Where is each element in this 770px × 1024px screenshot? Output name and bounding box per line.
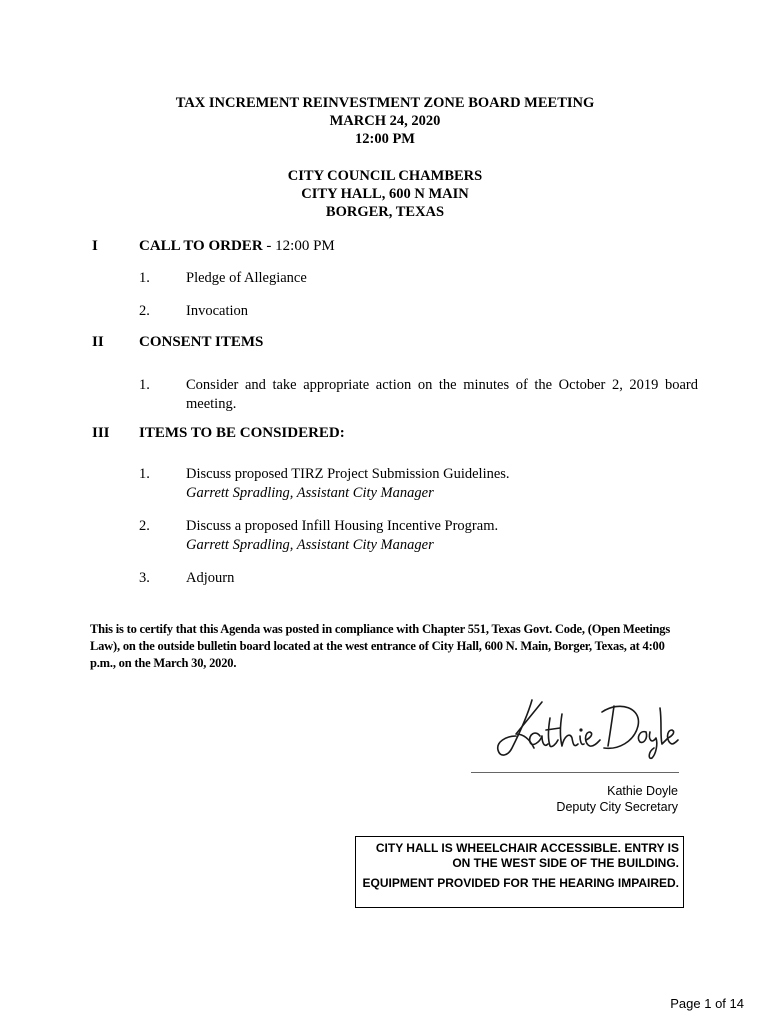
item-number: 1. (139, 466, 150, 482)
handwritten-signature (490, 692, 680, 762)
agenda-item-presenter: Garrett Spradling, Assistant City Manager (186, 537, 434, 553)
location-room: CITY COUNCIL CHAMBERS (287, 168, 483, 184)
location-address: CITY HALL, 600 N MAIN (301, 186, 469, 202)
item-number: 1. (139, 270, 150, 286)
item-number: 1. (139, 377, 150, 393)
section-title: CONSENT ITEMS (139, 334, 264, 350)
meeting-location (0, 167, 770, 221)
posting-certification: This is to certify that this Agenda was posted in compliance with Chapter 551, Texas Govt. Code, (Open Meetings Law), on the outside bulletin board located at the west entrance of City Hall, 600 N. Main, Borger, Texas, at 4:00 p.m., on the March 30, 2020. (90, 622, 671, 670)
item-number: 2. (139, 518, 150, 534)
agenda-item: Consider and take appropriate action on the minutes of the October 2, 2019 board meeting. (186, 377, 698, 412)
agenda-item: Pledge of Allegiance (186, 270, 307, 286)
agenda-item-text: Discuss a proposed Infill Housing Incentive Program. (186, 518, 499, 534)
section-title (139, 238, 335, 255)
meeting-time: 12:00 PM (355, 131, 415, 147)
meeting-header (0, 94, 770, 148)
section-time: - 12:00 PM (262, 238, 335, 254)
item-number: 3. (139, 570, 150, 586)
meeting-date: MARCH 24, 2020 (329, 113, 441, 129)
section-number: III (92, 425, 110, 441)
notice-hearing: EQUIPMENT PROVIDED FOR THE HEARING IMPAIRED. (362, 876, 679, 890)
agenda-item: Invocation (186, 303, 249, 319)
agenda-item: Adjourn (186, 570, 235, 586)
section-number: II (92, 334, 104, 350)
page-number: Page 1 of 14 (670, 996, 744, 1011)
agenda-item (186, 517, 698, 555)
agenda-item-text: Discuss proposed TIRZ Project Submission Guidelines. (186, 466, 510, 482)
location-city: BORGER, TEXAS (325, 204, 445, 220)
section-title: ITEMS TO BE CONSIDERED: (139, 425, 345, 441)
agenda-item (186, 465, 698, 503)
section-title-text: CALL TO ORDER (139, 238, 263, 254)
meeting-title: TAX INCREMENT REINVESTMENT ZONE BOARD MEETING (175, 95, 595, 111)
accessibility-notice (355, 836, 684, 908)
item-number: 2. (139, 303, 150, 319)
signer-name: Kathie Doyle (607, 784, 678, 798)
section-number: I (92, 238, 98, 254)
signature-line (471, 772, 679, 773)
signer-title: Deputy City Secretary (556, 800, 678, 814)
agenda-item-presenter: Garrett Spradling, Assistant City Manager (186, 485, 434, 501)
notice-wheelchair: CITY HALL IS WHEELCHAIR ACCESSIBLE. ENTRY IS ON THE WEST SIDE OF THE BUILDING. (375, 841, 679, 870)
